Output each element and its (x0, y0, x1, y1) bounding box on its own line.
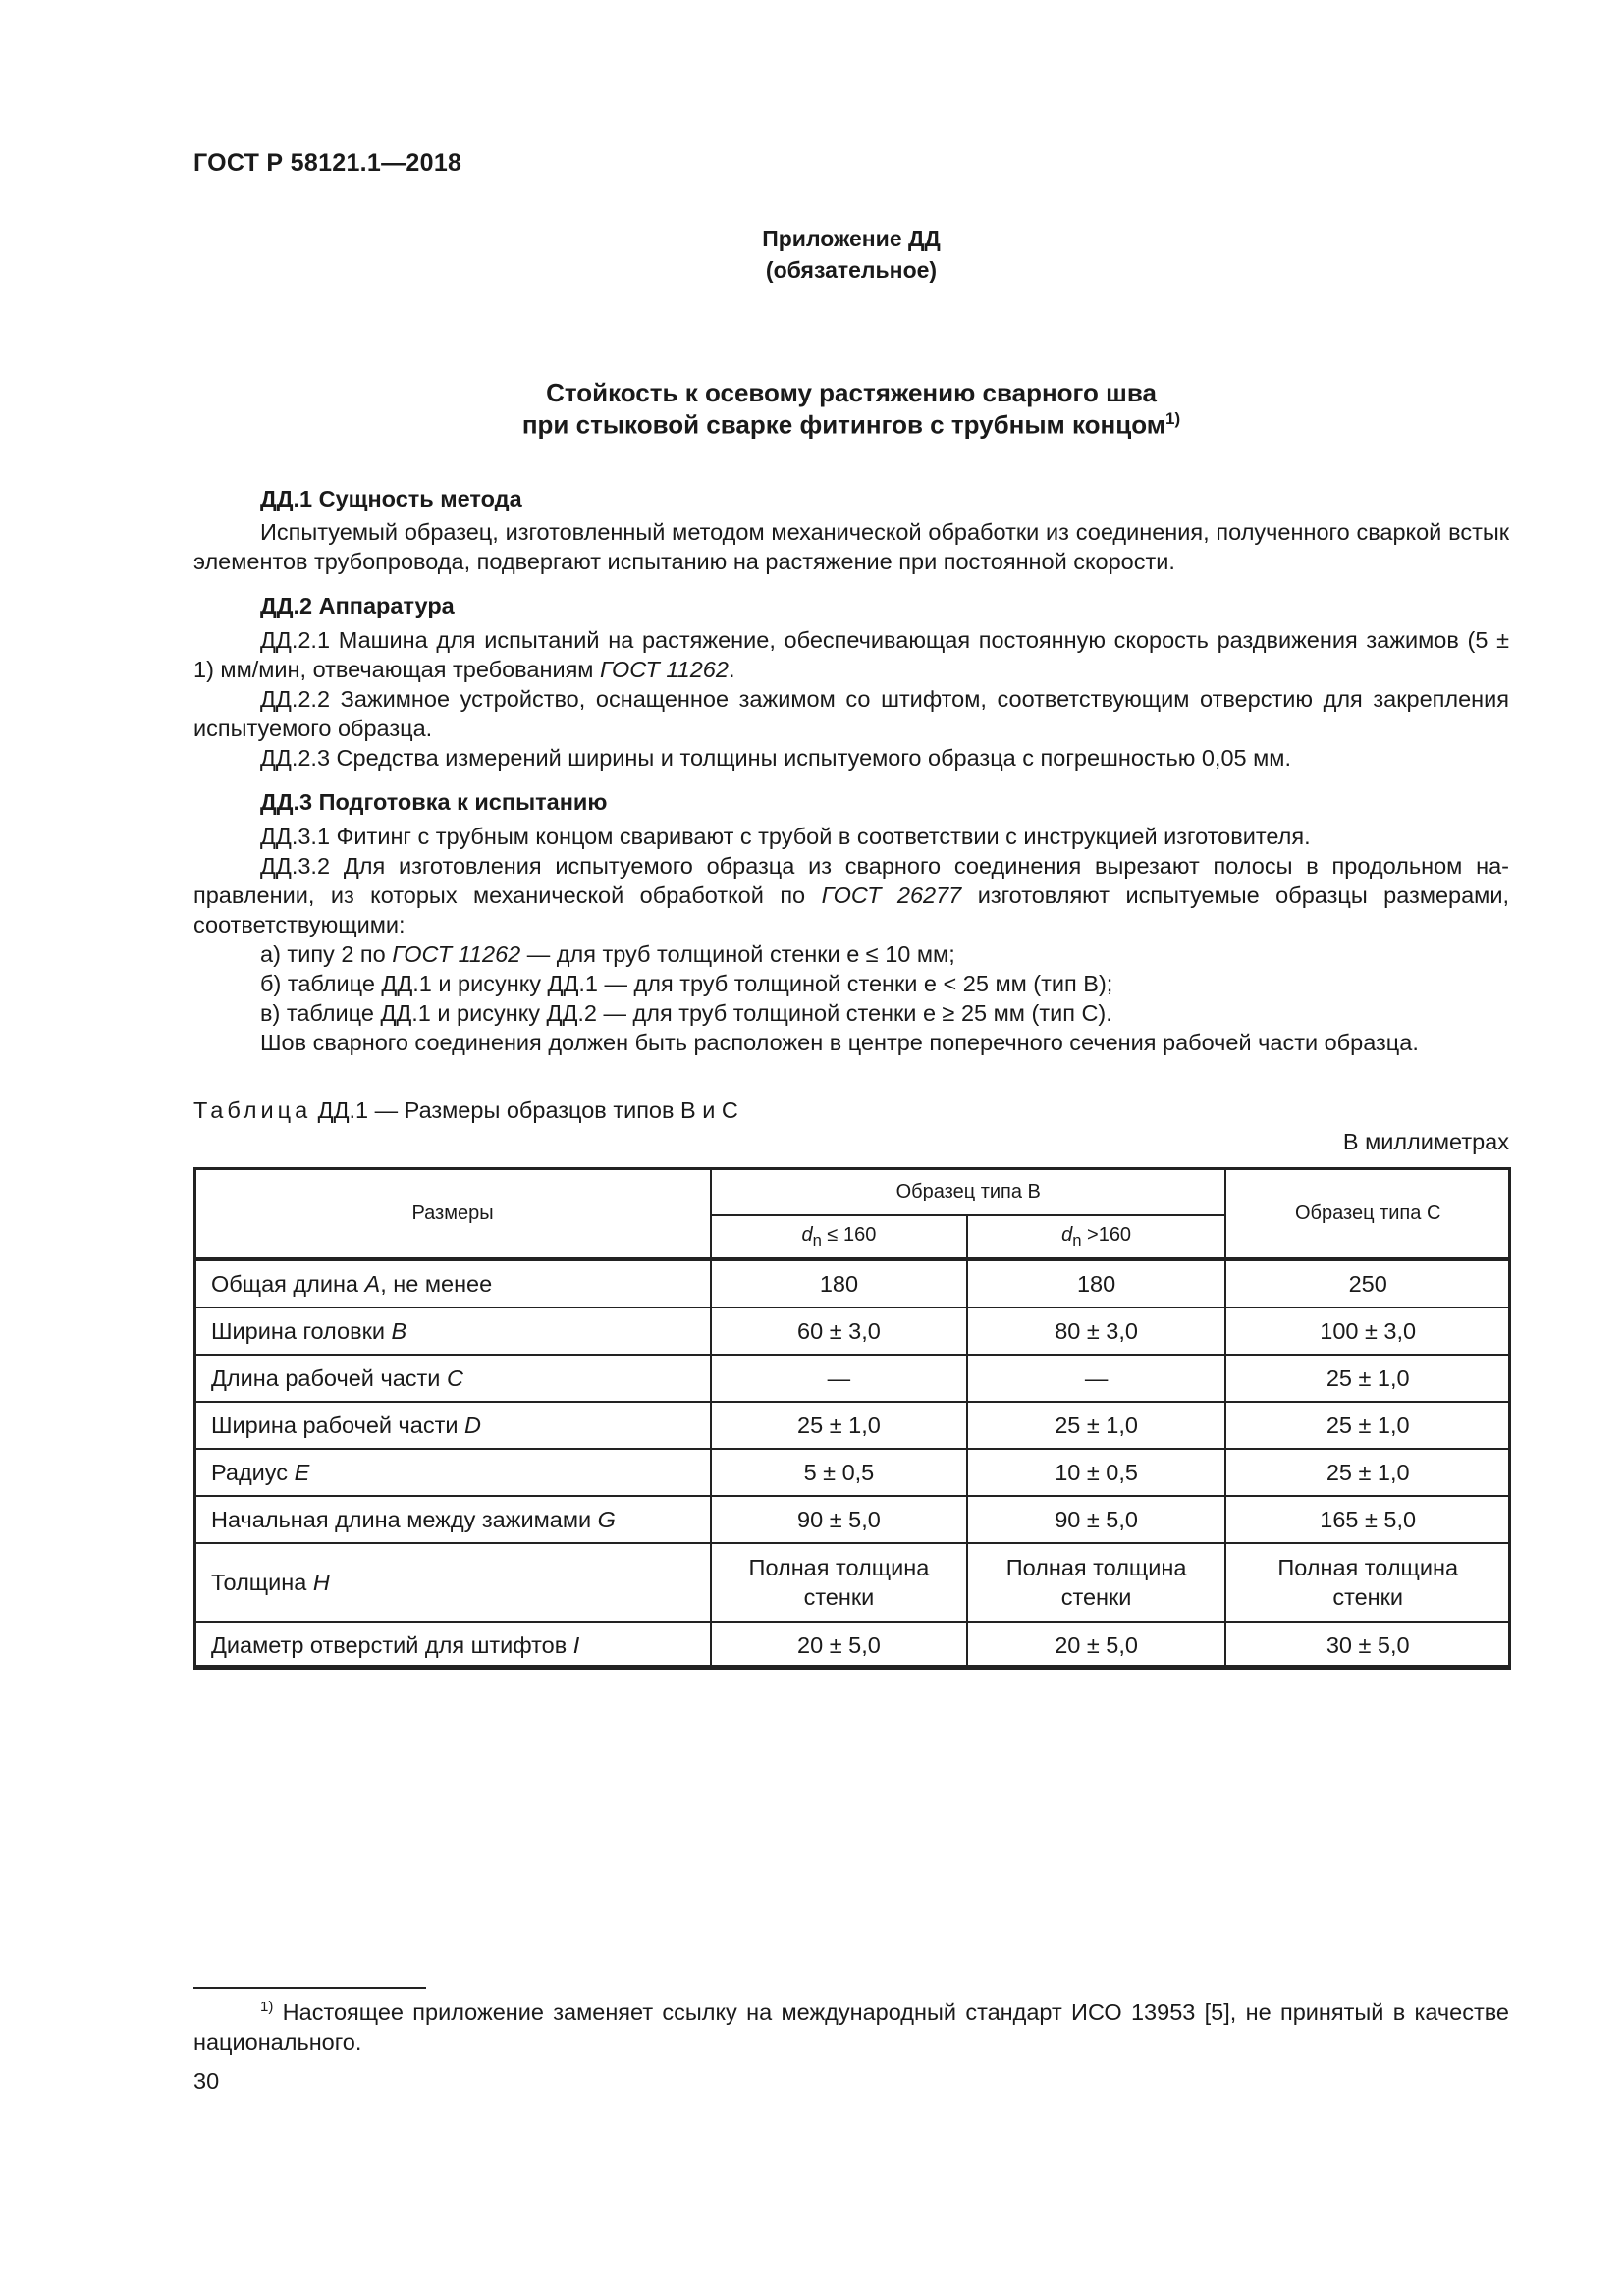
list-item-text: а) типу 2 по (260, 941, 393, 967)
cell-b1: 5 ± 0,5 (711, 1449, 967, 1496)
row-label (194, 1355, 711, 1402)
footnote (193, 1993, 1509, 2056)
row-label (194, 1308, 711, 1355)
cell-b2: 25 ± 1,0 (967, 1402, 1226, 1449)
row-label (194, 1402, 711, 1449)
section-heading-dd1: ДД.1 Сущность метода (260, 486, 522, 511)
table-caption-word: Таблица (193, 1097, 312, 1123)
cell-c: 25 ± 1,0 (1225, 1449, 1510, 1496)
cell-b1 (711, 1543, 967, 1622)
list-item-text-cont: — для труб толщиной стенки e ≤ 10 мм; (520, 941, 955, 967)
header-b-small-diameter (711, 1215, 967, 1259)
standard-reference: ГОСТ 26277 (821, 882, 962, 908)
paragraph-text-cont: изготовляют испытуемые образцы размерами, соответствующими: (193, 882, 1509, 937)
row-label (194, 1449, 711, 1496)
row-label-variable: I (572, 1631, 580, 1658)
cell-c: 100 ± 3,0 (1225, 1308, 1510, 1355)
section-dd3-body (193, 822, 1509, 1057)
title-line-2-text: при стыковой сварке фитингов с трубным концом (521, 409, 1166, 440)
table-row (194, 1308, 1510, 1355)
table-row (194, 1449, 1510, 1496)
table-row (194, 1622, 1510, 1669)
appendix-title: Приложение ДД (762, 226, 941, 251)
cell-c (1225, 1543, 1510, 1622)
row-label-variable: A (364, 1270, 381, 1297)
list-item-b: б) таблице ДД.1 и рисунку ДД.1 — для труб толщиной стенки e < 25 мм (тип В); (260, 971, 1113, 996)
row-label-text: Радиус (211, 1459, 295, 1485)
footnote-mark: 1) (260, 1999, 274, 2015)
row-label-text: Общая длина (211, 1270, 365, 1297)
header-specimen-b: Образец типа В (711, 1168, 1225, 1215)
footnote-divider (193, 1987, 426, 1989)
row-label-variable: C (446, 1364, 463, 1391)
paragraph-dd3-3: Шов сварного соединения должен быть расположен в центре поперечного сечения рабочей части образца. (260, 1030, 1419, 1055)
document-title-line-2 (193, 409, 1509, 441)
section-dd1-body (193, 517, 1509, 576)
row-label (194, 1259, 711, 1308)
page-number: 30 (193, 2068, 220, 2094)
paragraph-end: . (728, 657, 735, 682)
cell-b1: 25 ± 1,0 (711, 1402, 967, 1449)
table-row (194, 1496, 1510, 1543)
paragraph-dd3-1: ДД.3.1 Фитинг с трубным концом сваривают с трубой в соответствии с инструкцией изготовителя. (260, 824, 1311, 849)
cell-b1: 20 ± 5,0 (711, 1622, 967, 1669)
table-row (194, 1402, 1510, 1449)
cell-c: 25 ± 1,0 (1225, 1402, 1510, 1449)
condition: ≤ 160 (821, 1223, 877, 1246)
cell-line: Полная толщина (748, 1555, 930, 1580)
cell-b1: 180 (711, 1259, 967, 1308)
table-row (194, 1355, 1510, 1402)
row-label-text: Ширина рабочей части (211, 1412, 465, 1438)
table-units: В миллиметрах (1342, 1129, 1509, 1154)
footnote-text (193, 1993, 1509, 2056)
paragraph-text: ДД.2.1 Машина для испытаний на растяжение, обеспечивающая постоянную скорость раздвижения зажимов (5 ± 1) мм/мин, отвечающая требованиям (193, 627, 1509, 682)
standard-reference: ГОСТ 11262 (599, 657, 729, 682)
var-d: d (801, 1223, 813, 1246)
cell-line: Полная толщина (1005, 1555, 1187, 1580)
dimensions-table (193, 1167, 1511, 1670)
var-n: n (1072, 1230, 1082, 1250)
paragraph-dd2-2: ДД.2.2 Зажимное устройство, оснащенное зажимом со штифтом, соответствующим отверстию для закрепления испытуемого образца. (193, 686, 1509, 741)
header-specimen-c: Образец типа С (1225, 1168, 1510, 1259)
var-n: n (812, 1230, 822, 1250)
cell-b2: 20 ± 5,0 (967, 1622, 1226, 1669)
title-footnote-mark[interactable]: 1) (1165, 409, 1181, 428)
table-header-row (194, 1168, 1510, 1215)
row-label-text: Ширина головки (211, 1317, 392, 1344)
header-b-large-diameter (967, 1215, 1226, 1259)
paragraph-dd2-1 (193, 625, 1509, 684)
cell-line: Полная толщина (1277, 1555, 1459, 1580)
row-label-variable: H (312, 1570, 330, 1595)
section-heading-dd2: ДД.2 Аппаратура (260, 593, 455, 618)
row-label-variable: D (464, 1412, 482, 1438)
cell-c: 25 ± 1,0 (1225, 1355, 1510, 1402)
cell-b2: 90 ± 5,0 (967, 1496, 1226, 1543)
row-label-variable: G (597, 1506, 616, 1532)
row-label-suffix: , не менее (380, 1270, 493, 1297)
cell-b1: 60 ± 3,0 (711, 1308, 967, 1355)
document-title-line-1: Стойкость к осевому растяжению сварного шва (546, 378, 1157, 407)
cell-b2: 10 ± 0,5 (967, 1449, 1226, 1496)
row-label-text: Длина рабочей части (211, 1364, 447, 1391)
row-label-variable: B (391, 1317, 407, 1344)
paragraph-dd2-3: ДД.2.3 Средства измерений ширины и толщины испытуемого образца с погрешностью 0,05 мм. (260, 745, 1291, 771)
cell-line: стенки (803, 1584, 875, 1610)
row-label (194, 1622, 711, 1669)
list-item-a (193, 939, 1509, 969)
table-caption (193, 1097, 738, 1124)
row-label-text: Начальная длина между зажимами (211, 1506, 598, 1532)
section-heading-dd3: ДД.3 Подготовка к испытанию (260, 789, 608, 815)
footnote-body: Настоящее приложение заменяет ссылку на международный стандарт ИСО 13953 [5], не принятый в качестве национального. (193, 1999, 1509, 2055)
row-label-text: Толщина (211, 1570, 313, 1595)
cell-c: 250 (1225, 1259, 1510, 1308)
row-label (194, 1496, 711, 1543)
standard-designation: ГОСТ Р 58121.1—2018 (193, 149, 462, 177)
appendix-status: (обязательное) (765, 257, 938, 283)
cell-line: стенки (1332, 1584, 1404, 1610)
section-dd2-body (193, 625, 1509, 773)
cell-b2 (967, 1543, 1226, 1622)
cell-line: стенки (1060, 1584, 1132, 1610)
cell-b1: — (711, 1355, 967, 1402)
cell-b1: 90 ± 5,0 (711, 1496, 967, 1543)
list-item-c: в) таблице ДД.1 и рисунку ДД.2 — для труб толщиной стенки e ≥ 25 мм (тип С). (260, 1000, 1112, 1026)
paragraph: Испытуемый образец, изготовленный методом механической обработки из соединения, полученного сваркой встык элементов трубопровода, подвергают испытанию на растяжение при постоянной скорости. (193, 519, 1509, 574)
cell-b2: 80 ± 3,0 (967, 1308, 1226, 1355)
row-label-variable: E (294, 1459, 310, 1485)
paragraph-dd3-2 (193, 851, 1509, 939)
table-caption-text: ДД.1 — Размеры образцов типов В и С (311, 1097, 738, 1123)
table-row (194, 1543, 1510, 1622)
table-row (194, 1259, 1510, 1308)
cell-b2: — (967, 1355, 1226, 1402)
header-dimensions: Размеры (194, 1168, 711, 1259)
cell-c: 165 ± 5,0 (1225, 1496, 1510, 1543)
row-label-text: Диаметр отверстий для штифтов (211, 1631, 573, 1658)
row-label (194, 1543, 711, 1622)
var-d: d (1061, 1223, 1073, 1246)
cell-b2: 180 (967, 1259, 1226, 1308)
condition: >160 (1081, 1223, 1132, 1246)
paragraph-text: ДД.3.2 Для изготовления испытуемого образца из сварного соединения вырезают полосы в продольном направлении, из которых механической обработкой по (193, 853, 1509, 908)
standard-reference: ГОСТ 11262 (392, 941, 521, 967)
cell-c: 30 ± 5,0 (1225, 1622, 1510, 1669)
